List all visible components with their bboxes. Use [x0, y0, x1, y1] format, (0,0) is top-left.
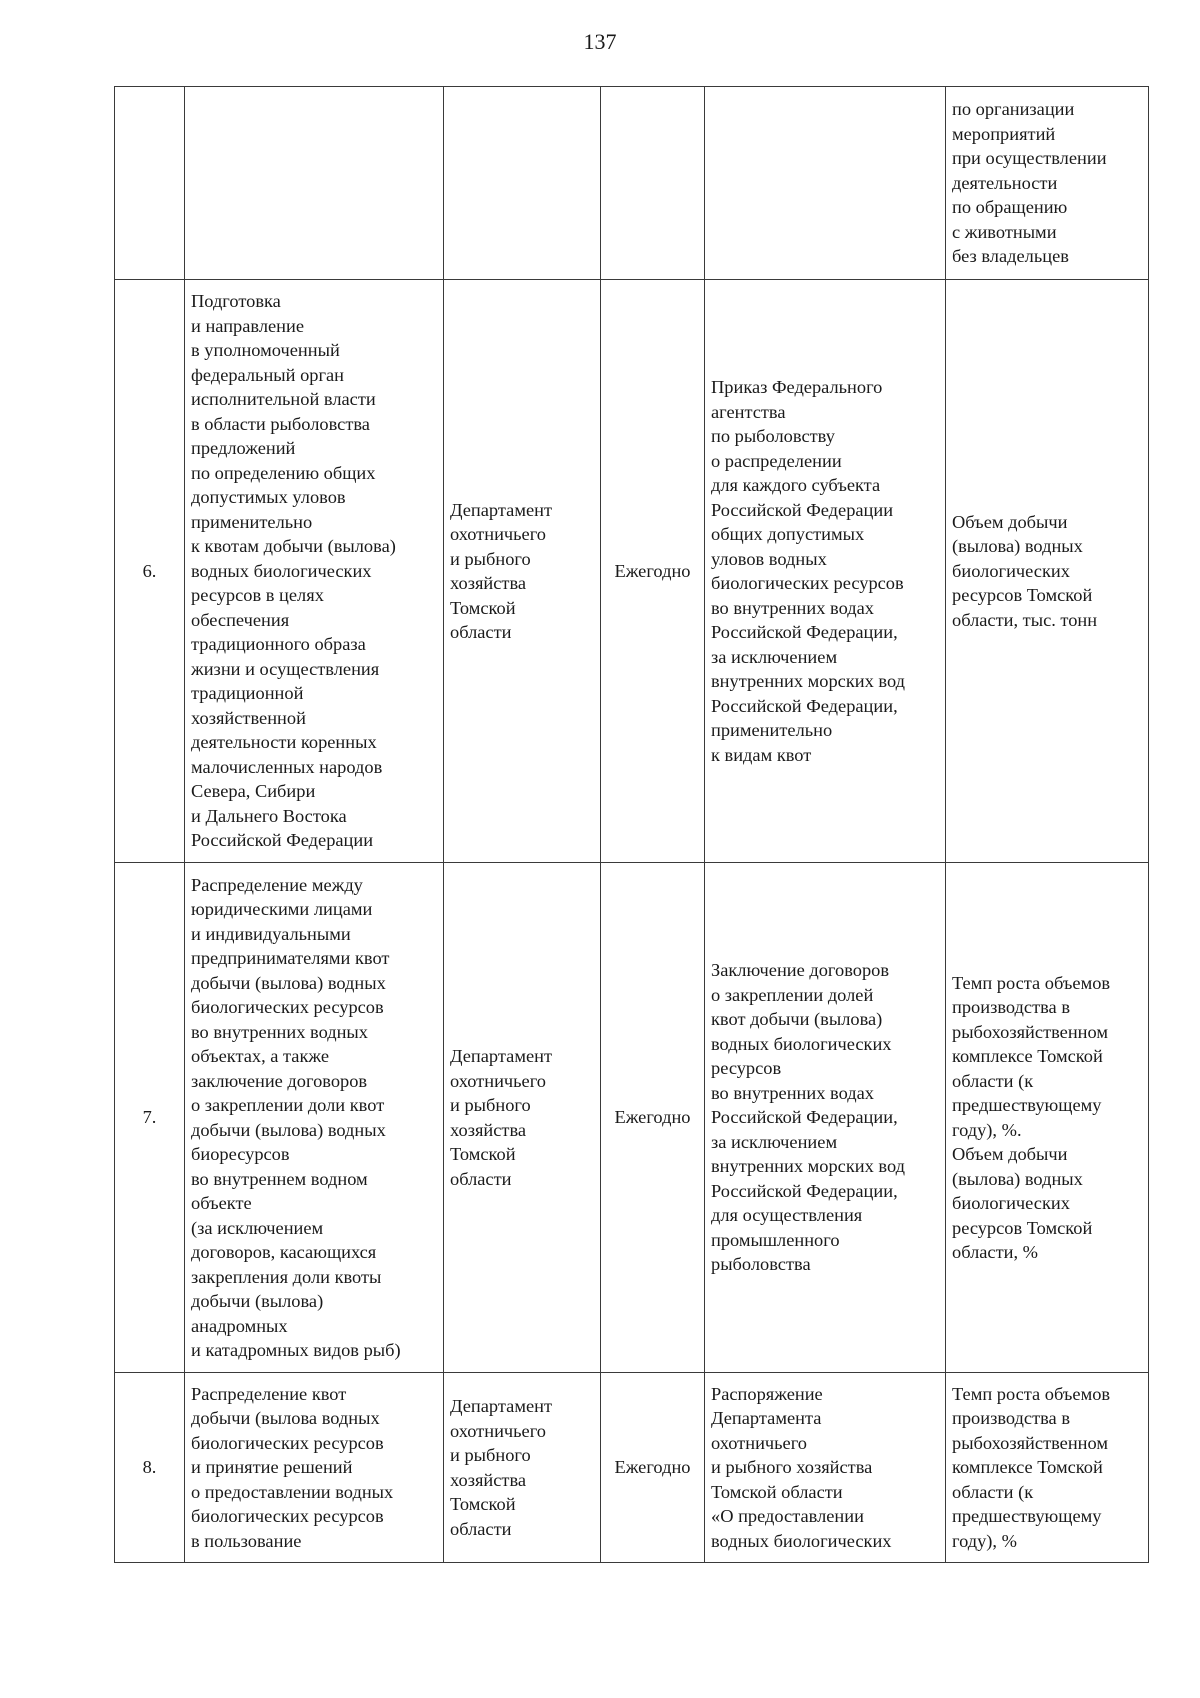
indicator-cell: Темп роста объемов производства в рыбохозяйственном комплексе Томской области (к предшествующему году), %	[946, 1373, 1149, 1563]
responsible-cell: Департамент охотничьего и рыбного хозяйства Томской области	[444, 1373, 601, 1563]
responsible-cell	[444, 87, 601, 280]
table-row	[115, 280, 1149, 863]
measures-table	[114, 86, 1149, 1563]
table-row	[115, 1373, 1149, 1563]
term-cell	[601, 87, 705, 280]
row-number-cell: 7.	[115, 863, 185, 1373]
row-number-cell: 6.	[115, 280, 185, 863]
measure-name-cell	[185, 87, 444, 280]
indicator-cell: по организации мероприятий при осуществлении деятельности по обращению с животными без владельцев	[946, 87, 1149, 280]
table-row	[115, 863, 1149, 1373]
term-cell: Ежегодно	[601, 863, 705, 1373]
page-number: 137	[583, 29, 617, 54]
indicator-cell: Объем добычи (вылова) водных биологических ресурсов Томской области, тыс. тонн	[946, 280, 1149, 863]
measure-name-cell: Распределение квот добычи (вылова водных биологических ресурсов и принятие решений о предоставлении водных биологических ресурсов в пользование	[185, 1373, 444, 1563]
row-number-cell	[115, 87, 185, 280]
responsible-cell: Департамент охотничьего и рыбного хозяйства Томской области	[444, 863, 601, 1373]
responsible-cell: Департамент охотничьего и рыбного хозяйства Томской области	[444, 280, 601, 863]
table-row	[115, 87, 1149, 280]
result-cell: Распоряжение Департамента охотничьего и рыбного хозяйства Томской области «О предоставлении водных биологических	[705, 1373, 946, 1563]
measure-name-cell: Подготовка и направление в уполномоченный федеральный орган исполнительной власти в области рыболовства предложений по определению общих допустимых уловов применительно к квотам добычи (вылова) водных биологических ресурсов в целях обеспечения традиционного образа жизни и осуществления традиционной хозяйственной деятельности коренных малочисленных народов Севера, Сибири и Дальнего Востока Российской Федерации	[185, 280, 444, 863]
result-cell	[705, 87, 946, 280]
indicator-cell: Темп роста объемов производства в рыбохозяйственном комплексе Томской области (к предшествующему году), %. Объем добычи (вылова) водных биологических ресурсов Томской области, %	[946, 863, 1149, 1373]
row-number-cell: 8.	[115, 1373, 185, 1563]
measure-name-cell: Распределение между юридическими лицами и индивидуальными предпринимателями квот добычи (вылова) водных биологических ресурсов во внутренних водных объектах, а также заключение договоров о закреплении доли квот добычи (вылова) водных биоресурсов во внутреннем водном объекте (за исключением договоров, касающихся закрепления доли квоты добычи (вылова) анадромных и катадромных видов рыб)	[185, 863, 444, 1373]
result-cell: Заключение договоров о закреплении долей квот добычи (вылова) водных биологических ресурсов во внутренних водах Российской Федерации, за исключением внутренних морских вод Российской Федерации, для осуществления промышленного рыболовства	[705, 863, 946, 1373]
term-cell: Ежегодно	[601, 1373, 705, 1563]
result-cell: Приказ Федерального агентства по рыболовству о распределении для каждого субъекта Российской Федерации общих допустимых уловов водных биологических ресурсов во внутренних водах Российской Федерации, за исключением внутренних морских вод Российской Федерации, применительно к видам квот	[705, 280, 946, 863]
term-cell: Ежегодно	[601, 280, 705, 863]
